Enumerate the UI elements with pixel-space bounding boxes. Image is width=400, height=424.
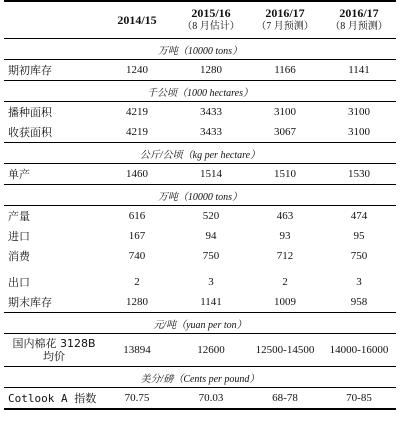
cell-value: 95 (353, 230, 365, 242)
cotton-balance-table (4, 0, 396, 410)
cell-value: 463 (276, 210, 294, 222)
cell-value: 70.03 (174, 388, 248, 410)
cell-value: 740 (128, 250, 146, 262)
unit-row (4, 185, 396, 206)
unit-label: 元/吨（yuan per ton） (4, 313, 396, 334)
row-label-line-1: 国内棉花 3128B (12, 337, 96, 350)
table-row (4, 388, 396, 410)
cell-value: 3067 (274, 126, 296, 138)
row-label: 进口 (8, 230, 30, 243)
row-label: 单产 (8, 168, 30, 181)
cell-value: 13894 (123, 344, 151, 356)
cell-value: 1141 (348, 64, 370, 76)
cell-value: 520 (202, 210, 220, 222)
table-row (4, 226, 396, 246)
cell-value: 70-85 (322, 388, 396, 410)
unit-row (4, 143, 396, 164)
unit-label: 公斤/公顷（kg per hectare） (4, 143, 396, 164)
table-row (4, 60, 396, 81)
cell-value: 712 (276, 250, 294, 262)
header-col-2 (174, 1, 248, 39)
table-row (4, 292, 396, 313)
header-col-4-note: （8 月预测） (330, 21, 388, 32)
header-corner (4, 1, 100, 39)
header-col-3-note: （7 月预测） (256, 21, 314, 32)
cell-value: 1141 (200, 296, 222, 308)
cell-value: 1166 (274, 64, 296, 76)
unit-label: 万吨（10000 tons） (4, 185, 396, 206)
cell-value: 750 (202, 250, 220, 262)
cell-value: 1530 (348, 168, 370, 180)
table-row (4, 102, 396, 123)
cell-value: 12500-14500 (255, 344, 315, 356)
cell-value: 474 (350, 210, 368, 222)
row-label: 出口 (8, 276, 30, 289)
cell-value: 4219 (126, 126, 148, 138)
unit-row (4, 81, 396, 102)
cell-value: 1280 (126, 296, 148, 308)
unit-row (4, 39, 396, 60)
header-col-1-title: 2014/15 (117, 12, 157, 27)
cell-value: 3100 (348, 126, 370, 138)
header-col-3 (248, 1, 322, 39)
table-row (4, 272, 396, 292)
cell-value: 12600 (197, 344, 225, 356)
cell-value: 616 (128, 210, 146, 222)
unit-row (4, 367, 396, 388)
row-label: 产量 (8, 210, 30, 223)
cell-value: 1460 (126, 168, 148, 180)
cell-value: 1280 (200, 64, 222, 76)
table-row (4, 246, 396, 266)
cell-value: 3100 (274, 106, 296, 118)
cell-value: 14000-16000 (329, 344, 389, 356)
row-label: Cotlook A 指数 (4, 388, 100, 410)
cell-value: 750 (350, 250, 368, 262)
table-row (4, 122, 396, 143)
row-label: 期末库存 (8, 296, 52, 309)
cell-value: 94 (205, 230, 217, 242)
cell-value: 93 (279, 230, 291, 242)
unit-label: 万吨（10000 tons） (4, 39, 396, 60)
table-row (4, 334, 396, 367)
header-col-4 (322, 1, 396, 39)
cell-value: 1510 (274, 168, 296, 180)
cell-value: 68-78 (248, 388, 322, 410)
row-label-line-2: 均价 (43, 350, 65, 363)
row-label: 收获面积 (8, 126, 52, 139)
header-col-2-note: （8 月估计） (182, 21, 240, 32)
row-label: 期初库存 (8, 64, 52, 77)
row-label: 播种面积 (8, 106, 52, 119)
cell-value: 958 (350, 296, 368, 308)
header-col-4-title: 2016/17 (339, 6, 379, 20)
cell-value: 3100 (348, 106, 370, 118)
cell-value: 1240 (126, 64, 148, 76)
cell-value: 3433 (200, 126, 222, 138)
header-col-1 (100, 1, 174, 39)
cell-value: 1514 (200, 168, 222, 180)
header-row (4, 1, 396, 39)
table-row (4, 206, 396, 227)
cell-value: 70.75 (100, 388, 174, 410)
cell-value: 2 (134, 276, 140, 288)
cell-value: 3 (356, 276, 362, 288)
header-col-3-title: 2016/17 (265, 6, 305, 20)
cell-value: 3 (208, 276, 214, 288)
header-col-2-title: 2015/16 (191, 6, 231, 20)
unit-label: 千公顷（1000 hectares） (4, 81, 396, 102)
cell-value: 4219 (126, 106, 148, 118)
row-label (4, 334, 100, 367)
cell-value: 2 (282, 276, 288, 288)
table-row (4, 164, 396, 185)
unit-row (4, 313, 396, 334)
cell-value: 1009 (274, 296, 296, 308)
unit-label: 美分/磅（Cents per pound） (4, 367, 396, 388)
cell-value: 167 (128, 230, 146, 242)
row-label: 消费 (8, 250, 30, 263)
cell-value: 3433 (200, 106, 222, 118)
